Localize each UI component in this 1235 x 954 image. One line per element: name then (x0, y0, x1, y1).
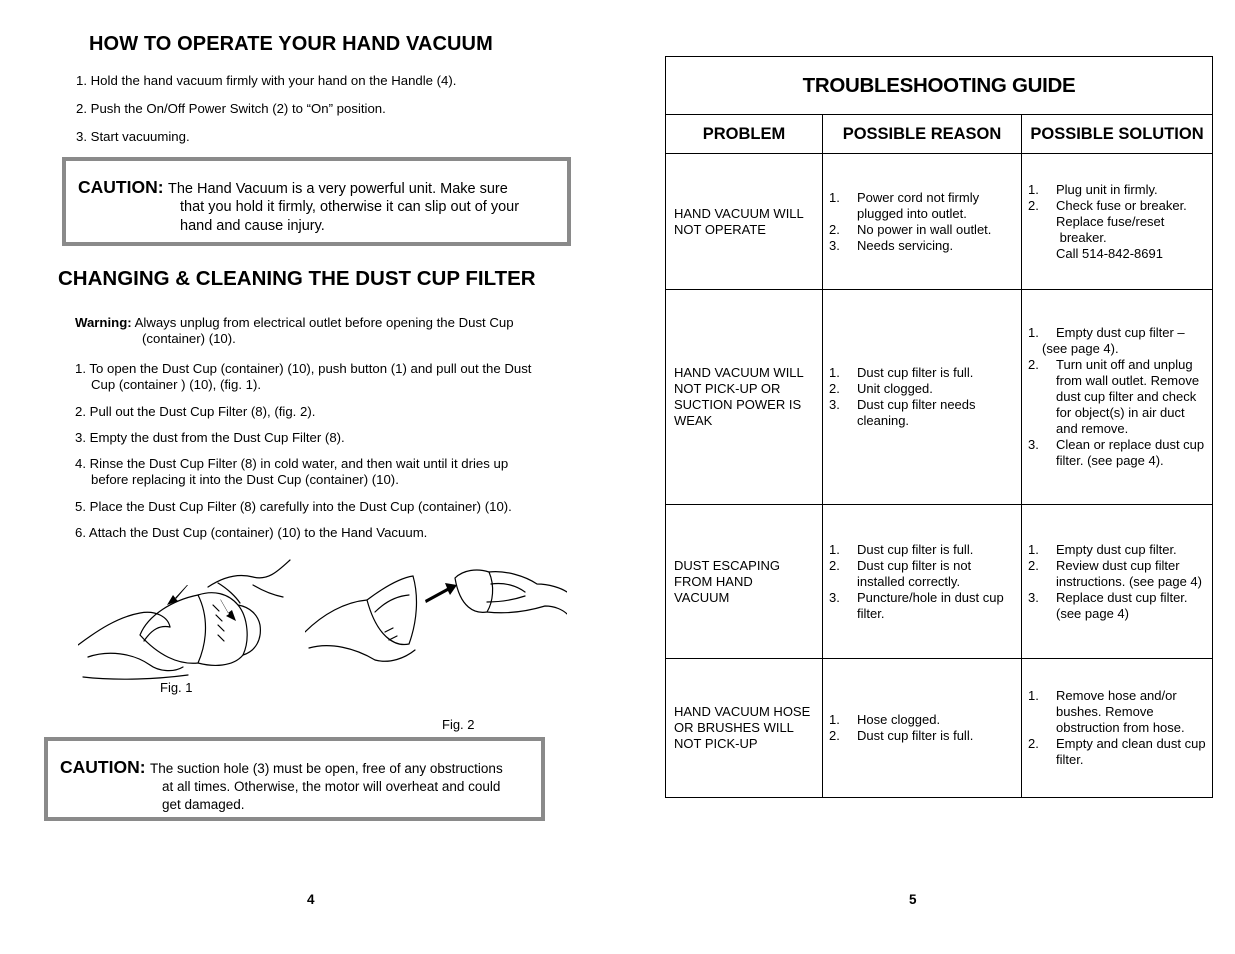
page-number-right: 5 (909, 892, 917, 907)
problem-text: NOT PICK-UP (674, 736, 758, 751)
operate-step-3: 3. Start vacuuming. (76, 129, 190, 144)
solution-item (1028, 357, 1210, 437)
item-number: 1. (829, 189, 840, 205)
warning-text-cont: (container) (10). (142, 331, 236, 346)
solution-item (1028, 198, 1210, 262)
reason-cell (823, 659, 1022, 798)
troubleshooting-rows (666, 154, 1213, 798)
item-number: 2. (829, 557, 840, 573)
cleaning-step-text: 4. Rinse the Dust Cup Filter (8) in cold water, and then wait until it dries up (75, 456, 509, 471)
cleaning-step-3: 3. Empty the dust from the Dust Cup Filter (8). (75, 430, 345, 445)
cleaning-step-text-cont: before replacing it into the Dust Cup (container) (10). (91, 472, 399, 487)
solution-cell (1022, 659, 1213, 798)
item-text: Turn unit off and unplug (1056, 357, 1193, 372)
item-text: obstruction from hose. (1056, 720, 1185, 735)
caution-text-line: that you hold it firmly, otherwise it can slip out of your (180, 199, 520, 215)
reason-item (829, 238, 1019, 254)
solution-item (1028, 341, 1210, 357)
item-text: bushes. Remove (1056, 704, 1154, 719)
cleaning-step-1 (75, 361, 531, 393)
problem-text: DUST ESCAPING (674, 557, 780, 573)
figure-1-illustration (78, 555, 300, 683)
page-number-left: 4 (307, 892, 315, 907)
item-text: Remove hose and/or (1056, 688, 1177, 703)
problem-text: HAND VACUUM WILL (674, 365, 804, 380)
item-text: Puncture/hole in dust cup (857, 589, 1004, 605)
item-text: Plug unit in firmly. (1056, 181, 1158, 197)
item-text: filter. (1056, 752, 1084, 767)
item-text: Power cord not firmly (857, 189, 980, 205)
reason-item (829, 728, 1019, 744)
problem-cell (666, 505, 823, 659)
item-number: 3. (1028, 437, 1039, 452)
reason-item (829, 558, 1019, 590)
item-number: 2. (1028, 197, 1039, 213)
column-header-reason: POSSIBLE REASON (823, 115, 1022, 154)
item-text: Replace fuse/reset (1056, 213, 1165, 229)
item-text: Dust cup filter is not (857, 557, 972, 573)
item-number: 1. (829, 365, 840, 380)
operate-step-1: 1. Hold the hand vacuum firmly with your hand on the Handle (4). (76, 73, 457, 88)
warning-label: Warning: (75, 315, 132, 330)
problem-text: HAND VACUUM WILL (674, 205, 804, 221)
item-number: 1. (829, 541, 840, 557)
item-number: 2. (1028, 736, 1039, 751)
item-text: plugged into outlet. (857, 205, 967, 221)
item-number: 2. (1028, 357, 1039, 372)
cleaning-step-text: 1. To open the Dust Cup (container) (10), push button (1) and pull out the Dust (75, 361, 532, 376)
table-row (666, 154, 1213, 290)
section-title-cleaning: CHANGING & CLEANING THE DUST CUP FILTER (58, 267, 536, 290)
item-text: No power in wall outlet. (857, 221, 992, 237)
caution-label: CAUTION: (60, 757, 146, 777)
reason-cell (823, 290, 1022, 505)
problem-text: SUCTION POWER IS (674, 397, 802, 412)
item-text: installed correctly. (857, 573, 961, 589)
cleaning-step-text-cont: Cup (container ) (10), (fig. 1). (91, 377, 262, 392)
figure-2-illustration (305, 562, 567, 668)
caution-text-line: hand and cause injury. (180, 218, 325, 234)
solution-item (1028, 182, 1210, 198)
solution-item (1028, 325, 1210, 341)
solution-cell (1022, 290, 1213, 505)
warning-note (75, 315, 565, 347)
operate-step-2: 2. Push the On/Off Power Switch (2) to “On” position. (76, 101, 386, 116)
table-row (666, 659, 1213, 798)
reason-item (829, 222, 1019, 238)
caution-box-grip (62, 157, 571, 246)
item-text: Empty dust cup filter. (1056, 541, 1177, 557)
solution-item (1028, 558, 1210, 590)
figure-1-caption: Fig. 1 (160, 680, 193, 695)
page-title-operate: HOW TO OPERATE YOUR HAND VACUUM (89, 33, 493, 55)
solution-item (1028, 590, 1210, 622)
solution-item (1028, 542, 1210, 558)
problem-text: HAND VACUUM HOSE (674, 704, 811, 719)
problem-cell (666, 290, 823, 505)
reason-item (829, 381, 1019, 397)
column-header-problem: PROBLEM (666, 115, 823, 154)
reason-cell (823, 154, 1022, 290)
item-text: from wall outlet. Remove (1056, 373, 1200, 388)
item-text: (see page 4). (1042, 341, 1119, 356)
table-row (666, 505, 1213, 659)
item-text: Replace dust cup filter. (1056, 589, 1188, 605)
item-text: Review dust cup filter (1056, 557, 1180, 573)
column-header-solution: POSSIBLE SOLUTION (1022, 115, 1213, 154)
reason-item (829, 542, 1019, 558)
warning-text: Always unplug from electrical outlet before opening the Dust Cup (134, 315, 514, 330)
problem-text: OR BRUSHES WILL (674, 720, 794, 735)
item-number: 3. (829, 589, 840, 605)
cleaning-step-2: 2. Pull out the Dust Cup Filter (8), (fig. 2). (75, 404, 316, 419)
cleaning-step-4 (75, 456, 508, 488)
solution-cell (1022, 154, 1213, 290)
cleaning-step-6: 6. Attach the Dust Cup (container) (10) to the Hand Vacuum. (75, 525, 428, 540)
item-number: 1. (1028, 688, 1039, 703)
item-number: 2. (829, 221, 840, 237)
item-text: Dust cup filter is full. (857, 365, 974, 380)
caution-label: CAUTION: (78, 177, 164, 197)
item-number: 3. (829, 397, 840, 412)
caution-text-line: get damaged. (162, 797, 245, 812)
reason-item (829, 190, 1019, 222)
item-text: cleaning. (857, 413, 910, 428)
troubleshooting-title: TROUBLESHOOTING GUIDE (666, 57, 1213, 115)
item-text: Dust cup filter is full. (857, 541, 974, 557)
item-number: 2. (1028, 557, 1039, 573)
item-number: 1. (829, 712, 840, 727)
caution-text-line: The suction hole (3) must be open, free of any obstructions (150, 761, 503, 776)
item-text: Hose clogged. (857, 712, 941, 727)
solution-item (1028, 688, 1210, 736)
item-text: and remove. (1056, 421, 1129, 436)
problem-text: FROM HAND (674, 573, 753, 589)
caution-text-line: at all times. Otherwise, the motor will overheat and could (162, 779, 501, 794)
item-text: instructions. (see page 4) (1056, 573, 1202, 589)
item-number: 2. (829, 381, 840, 396)
item-number: 3. (1028, 589, 1039, 605)
caution-text-line: The Hand Vacuum is a very powerful unit. Make sure (168, 181, 508, 197)
item-text: filter. (857, 605, 885, 621)
item-text: Empty and clean dust cup (1056, 736, 1206, 751)
reason-item (829, 365, 1019, 381)
item-text: Check fuse or breaker. (1056, 197, 1187, 213)
item-text: for object(s) in air duct (1056, 405, 1185, 420)
item-text: (see page 4) (1056, 605, 1129, 621)
troubleshooting-table (665, 56, 1213, 798)
problem-cell (666, 154, 823, 290)
item-text: Dust cup filter needs (857, 397, 976, 412)
item-text: filter. (see page 4). (1056, 453, 1164, 468)
item-text: Unit clogged. (857, 381, 933, 396)
reason-item (829, 590, 1019, 622)
caution-box-suction (44, 737, 545, 821)
item-text: breaker. (1056, 229, 1107, 245)
item-number: 1. (1028, 181, 1039, 197)
problem-text: WEAK (674, 413, 713, 428)
solution-cell (1022, 505, 1213, 659)
item-text: Call 514-842-8691 (1056, 245, 1163, 261)
item-number: 2. (829, 728, 840, 743)
item-text: Dust cup filter is full. (857, 728, 974, 743)
reason-item (829, 712, 1019, 728)
item-text: Needs servicing. (857, 237, 954, 253)
item-number: 1. (1028, 325, 1039, 340)
problem-text: VACUUM (674, 589, 730, 605)
table-row (666, 290, 1213, 505)
reason-cell (823, 505, 1022, 659)
item-text: Empty dust cup filter – (1056, 325, 1185, 340)
problem-text: NOT PICK-UP OR (674, 381, 781, 396)
item-number: 1. (1028, 541, 1039, 557)
item-text: Clean or replace dust cup (1056, 437, 1205, 452)
problem-text: NOT OPERATE (674, 221, 766, 237)
solution-item (1028, 736, 1210, 768)
reason-item (829, 397, 1019, 429)
figure-2-caption: Fig. 2 (442, 717, 475, 732)
problem-cell (666, 659, 823, 798)
solution-item (1028, 437, 1210, 469)
item-text: dust cup filter and check (1056, 389, 1197, 404)
cleaning-step-5: 5. Place the Dust Cup Filter (8) carefully into the Dust Cup (container) (10). (75, 499, 512, 514)
item-number: 3. (829, 237, 840, 253)
